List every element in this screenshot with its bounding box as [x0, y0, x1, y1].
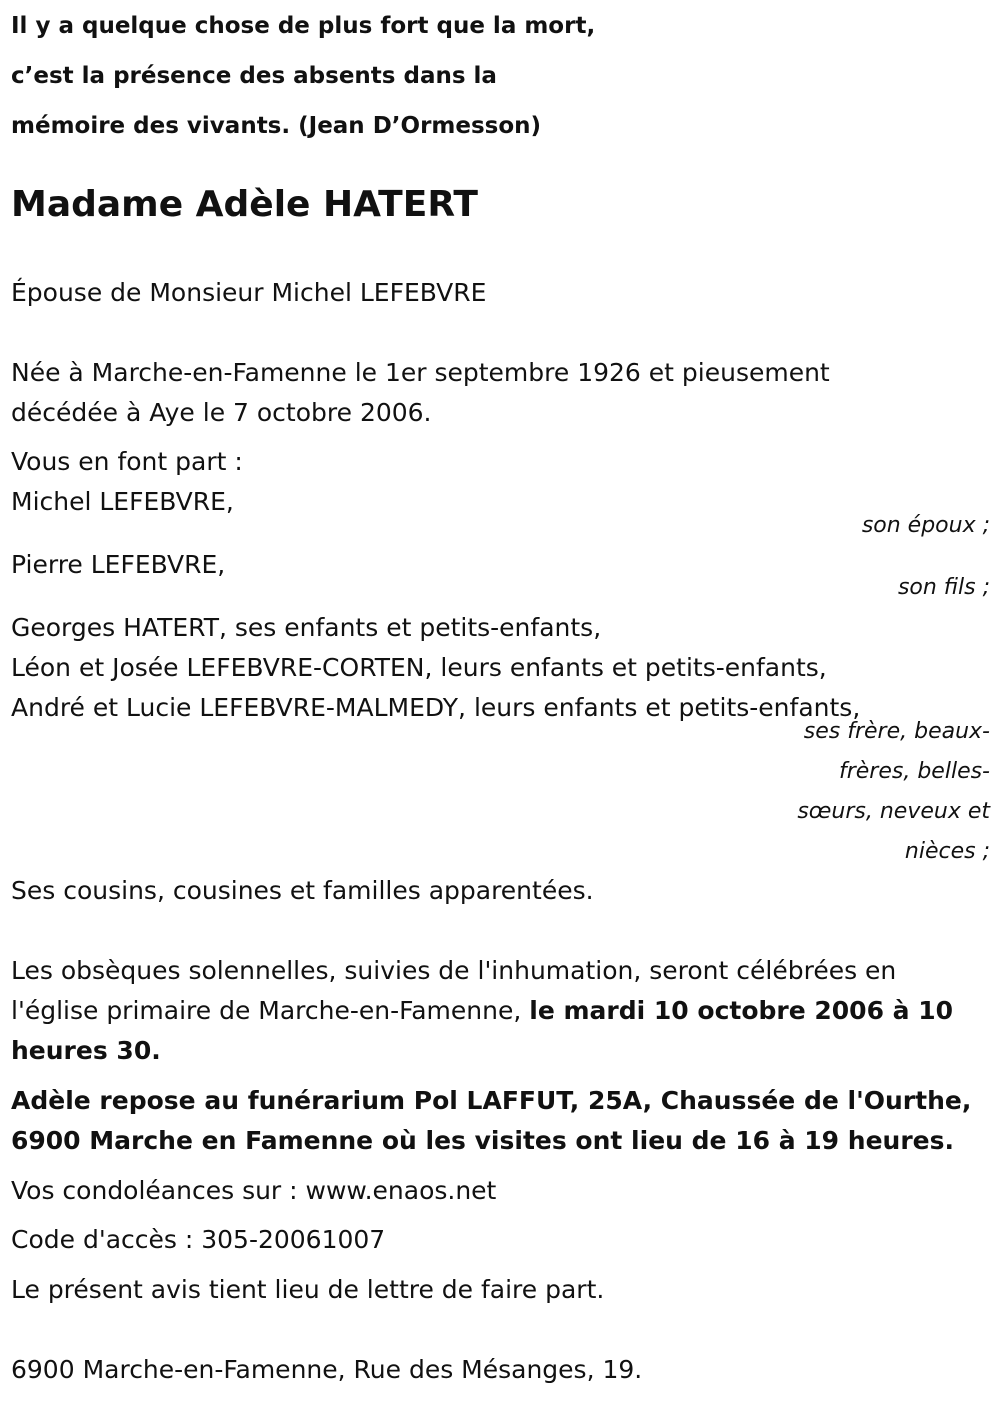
sibling-line-2: Léon et Josée LEFEBVRE-CORTEN, leurs enfants et petits-enfants,: [11, 653, 827, 682]
spouse-line: Épouse de Monsieur Michel LEFEBVRE: [11, 278, 487, 307]
deceased-name: Madame Adèle HATERT: [11, 184, 478, 225]
quote-line-2: c’est la présence des absents dans la: [11, 63, 497, 89]
funeral-datetime: le mardi 10 octobre 2006 à 10 heures 30.: [11, 996, 954, 1065]
funeral-text: Les obsèques solennelles, suivies de l'inhumation, seront célébrées en l'église primaire de Marche-en-Famenne,: [11, 956, 897, 1025]
address-line: 6900 Marche-en-Famenne, Rue des Mésanges, 19.: [11, 1355, 643, 1384]
announce-intro: Vous en font part :: [11, 447, 243, 476]
rest-place: Adèle repose au funérarium Pol LAFFUT, 25A, Chaussée de l'Ourthe, 6900 Marche en Famenne où les visites ont lieu de 16 à 19 heures.: [11, 1086, 972, 1155]
family-relation-spouse: son époux ;: [861, 513, 990, 538]
cousins-line: Ses cousins, cousines et familles apparentées.: [11, 876, 594, 905]
family-relation-son: son fils ;: [897, 575, 990, 600]
notice-line: Le présent avis tient lieu de lettre de faire part.: [11, 1275, 605, 1304]
sibling-line-3: André et Lucie LEFEBVRE-MALMEDY, leurs enfants et petits-enfants,: [11, 693, 861, 722]
birth-line-2: décédée à Aye le 7 octobre 2006.: [11, 398, 432, 427]
sibling-line-1: Georges HATERT, ses enfants et petits-enfants,: [11, 613, 602, 642]
quote-line-3: mémoire des vivants. (Jean D’Ormesson): [11, 113, 542, 139]
quote-line-1: Il y a quelque chose de plus fort que la mort,: [11, 13, 596, 39]
birth-line-1: Née à Marche-en-Famenne le 1er septembre 1926 et pieusement: [11, 358, 830, 387]
family-name-spouse: Michel LEFEBVRE,: [11, 487, 234, 516]
condolences-line: Vos condoléances sur : www.enaos.net: [11, 1176, 497, 1205]
access-code-line: Code d'accès : 305-20061007: [11, 1225, 386, 1254]
funeral-paragraph: [11, 951, 986, 1071]
siblings-relation: ses frère, beaux-frères, belles-sœurs, neveux et nièces ;: [797, 719, 990, 864]
family-name-son: Pierre LEFEBVRE,: [11, 550, 226, 579]
